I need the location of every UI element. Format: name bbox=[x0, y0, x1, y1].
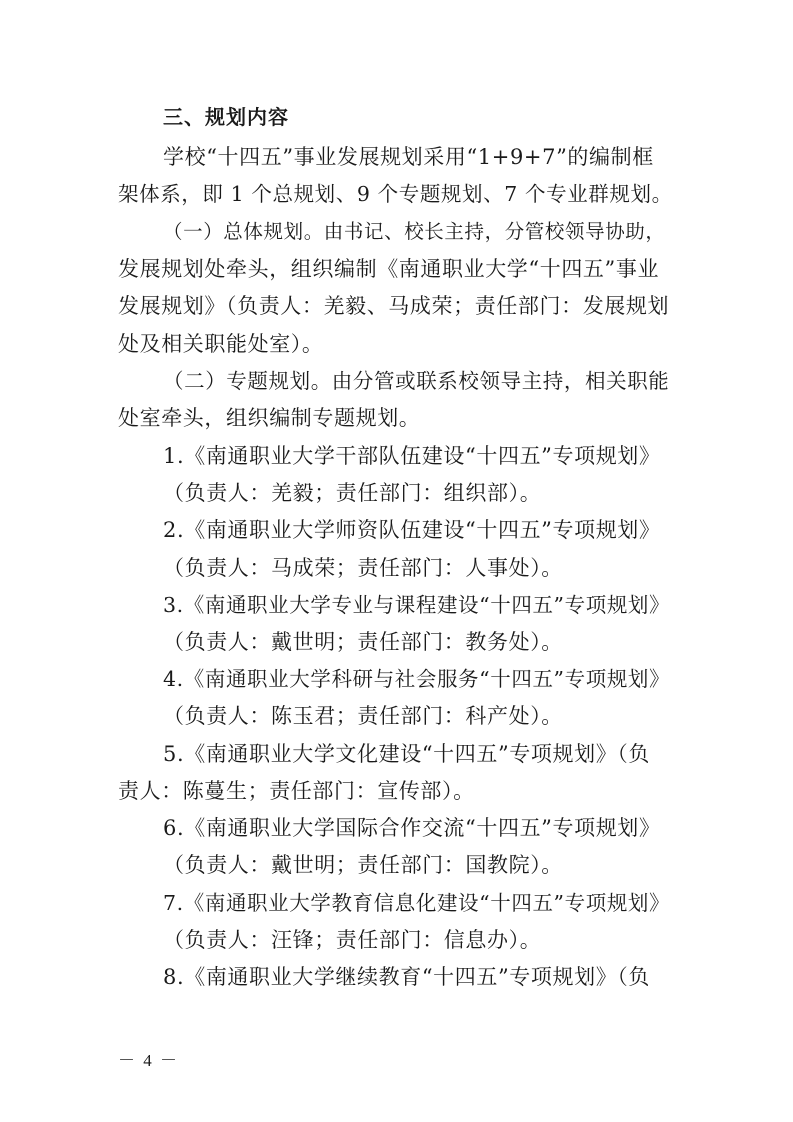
special-plan-line-1: （二）专题规划。由分管或联系校领导主持，相关职能 bbox=[163, 369, 670, 393]
list-item-1-line-2: （负责人：羌毅；责任部门：组织部）。 bbox=[163, 481, 542, 505]
overall-plan-line-3: 发展规划》（负责人：羌毅、马成荣；责任部门：发展规划 bbox=[118, 294, 670, 318]
page-number: － 4 － bbox=[118, 1051, 179, 1070]
list-item-4-line-1: 4.《南通职业大学科研与社会服务“十四五”专项规划》 bbox=[163, 667, 671, 691]
intro-line-1: 学校“十四五”事业发展规划采用“1+9+7”的编制框 bbox=[163, 145, 654, 169]
list-item-6-line-1: 6.《南通职业大学国际合作交流“十四五”专项规划》 bbox=[163, 816, 661, 840]
list-item-3-line-1: 3.《南通职业大学专业与课程建设“十四五”专项规划》 bbox=[163, 593, 671, 617]
list-item-4-line-2: （负责人：陈玉君；责任部门：科产处）。 bbox=[163, 704, 563, 728]
list-item-2-line-2: （负责人：马成荣；责任部门：人事处）。 bbox=[163, 556, 563, 580]
list-item-5-line-2: 责人：陈蔓生；责任部门：宣传部）。 bbox=[118, 779, 475, 803]
intro-line-2: 架体系，即 1 个总规划、9 个专题规划、7 个专业群规划。 bbox=[118, 182, 673, 206]
list-item-7-line-2: （负责人：汪锋；责任部门：信息办）。 bbox=[163, 928, 542, 952]
list-item-7-line-1: 7.《南通职业大学教育信息化建设“十四五”专项规划》 bbox=[163, 891, 671, 915]
list-item-5-line-1: 5.《南通职业大学文化建设“十四五”专项规划》（负 bbox=[163, 742, 651, 766]
list-item-2-line-1: 2.《南通职业大学师资队伍建设“十四五”专项规划》 bbox=[163, 518, 661, 542]
list-item-1-line-1: 1.《南通职业大学干部队伍建设“十四五”专项规划》 bbox=[163, 444, 661, 468]
overall-plan-line-4: 处及相关职能处室）。 bbox=[118, 332, 324, 356]
special-plan-line-2: 处室牵头，组织编制专题规划。 bbox=[118, 406, 421, 430]
overall-plan-line-1: （一）总体规划。由书记、校长主持，分管校领导协助， bbox=[163, 220, 666, 243]
list-item-6-line-2: （负责人：戴世明；责任部门：国教院）。 bbox=[163, 853, 563, 877]
list-item-8-line-1: 8.《南通职业大学继续教育“十四五”专项规划》（负 bbox=[163, 965, 651, 989]
list-item-3-line-2: （负责人：戴世明；责任部门：教务处）。 bbox=[163, 630, 563, 654]
overall-plan-line-2: 发展规划处牵头，组织编制《南通职业大学“十四五”事业 bbox=[118, 257, 660, 281]
section-heading: 三、规划内容 bbox=[163, 105, 289, 129]
